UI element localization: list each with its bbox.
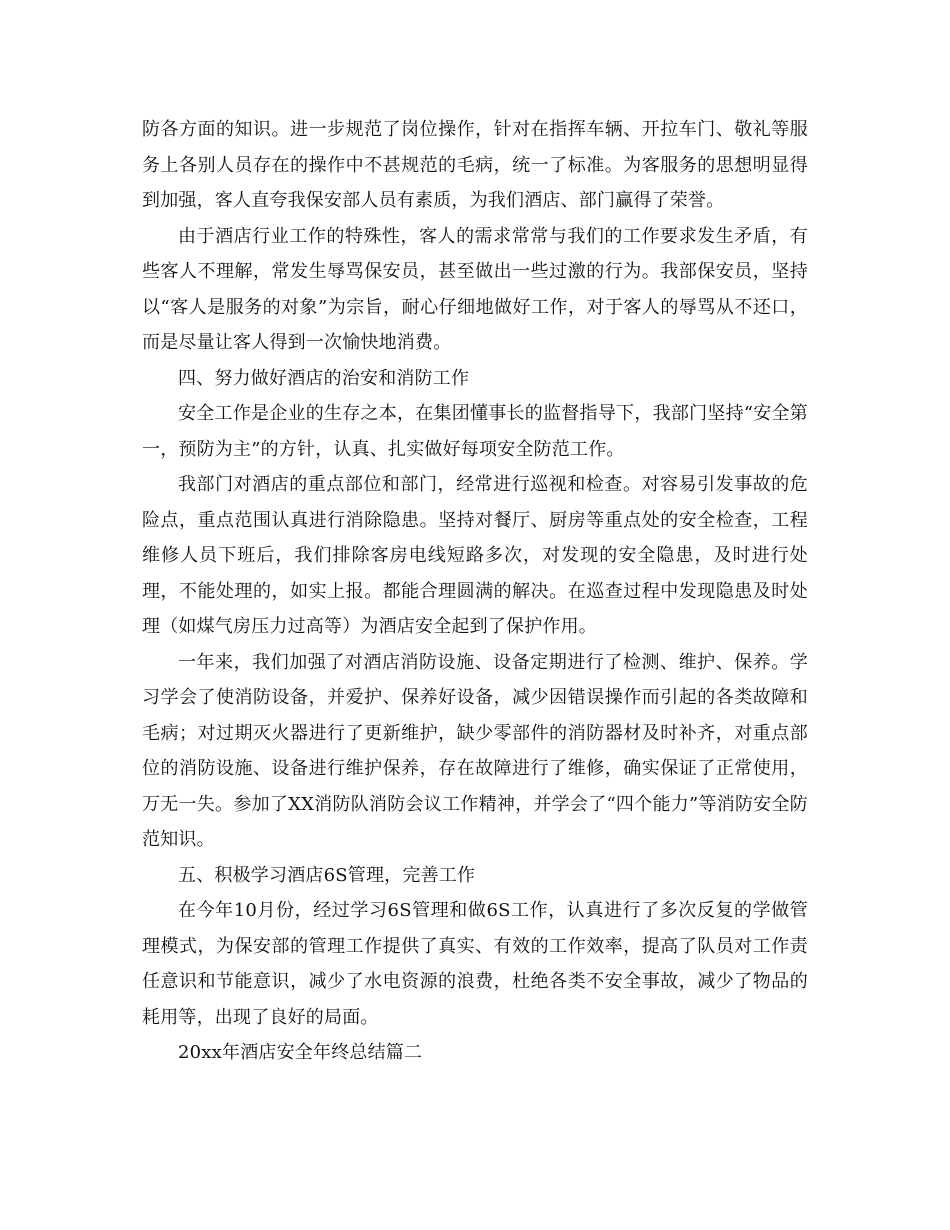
- next-article-title: 20xx年酒店安全年终总结篇二: [178, 1042, 423, 1063]
- paragraph-6: 在今年10月份，经过学习6S管理和做6S工作，认真进行了多次反复的学做管理模式，为保安部的管理工作提供了真实、有效的工作效率，提高了队员对工作责任意识和节能意识，减少了水电资源的浪费，杜绝各类不安全事故，减少了物品的耗用等，出现了良好的局面。: [142, 900, 808, 1028]
- paragraph-4: 我部门对酒店的重点部位和部门，经常进行巡视和检查。对容易引发事故的危险点，重点范围认真进行消除隐患。坚持对餐厅、厨房等重点处的安全检查，工程维修人员下班后，我们排除客房电线短路多次，对发现的安全隐患，及时进行处理，不能处理的，如实上报。都能合理圆满的解决。在巡查过程中发现隐患及时处理（如煤气房压力过高等）为酒店安全起到了保护作用。: [142, 474, 808, 637]
- paragraph-1: 防各方面的知识。进一步规范了岗位操作，针对在指挥车辆、开拉车门、敬礼等服务上各别人员存在的操作中不甚规范的毛病，统一了标准。为客服务的思想明显得到加强，客人直夸我保安部人员有素质，为我们酒店、部门赢得了荣誉。: [142, 119, 808, 211]
- section-heading-4: 四、努力做好酒店的治安和消防工作: [178, 367, 470, 389]
- paragraph-3: 安全工作是企业的生存之本，在集团懂事长的监督指导下，我部门坚持“安全第一，预防为主”的方针，认真、扎实做好每项安全防范工作。: [142, 403, 808, 460]
- paragraph-2: 由于酒店行业工作的特殊性，客人的需求常常与我们的工作要求发生矛盾，有些客人不理解，常发生辱骂保安员，甚至做出一些过激的行为。我部保安员，坚持以“客人是服务的对象”为宗旨，耐心仔细地做好工作，对于客人的辱骂从不还口，而是尽量让客人得到一次愉快地消费。: [142, 225, 808, 353]
- document-body: [142, 112, 808, 1071]
- paragraph-5: 一年来，我们加强了对酒店消防设施、设备定期进行了检测、维护、保养。学习学会了使消防设备，并爱护、保养好设备，减少因错误操作而引起的各类故障和毛病；对过期灭火器进行了更新维护，缺少零部件的消防器材及时补齐，对重点部位的消防设施、设备进行维护保养，存在故障进行了维修，确实保证了正常使用，万无一失。参加了XX消防队消防会议工作精神，并学会了“四个能力”等消防安全防范知识。: [142, 651, 808, 850]
- section-heading-5: 五、积极学习酒店6S管理，完善工作: [178, 864, 476, 886]
